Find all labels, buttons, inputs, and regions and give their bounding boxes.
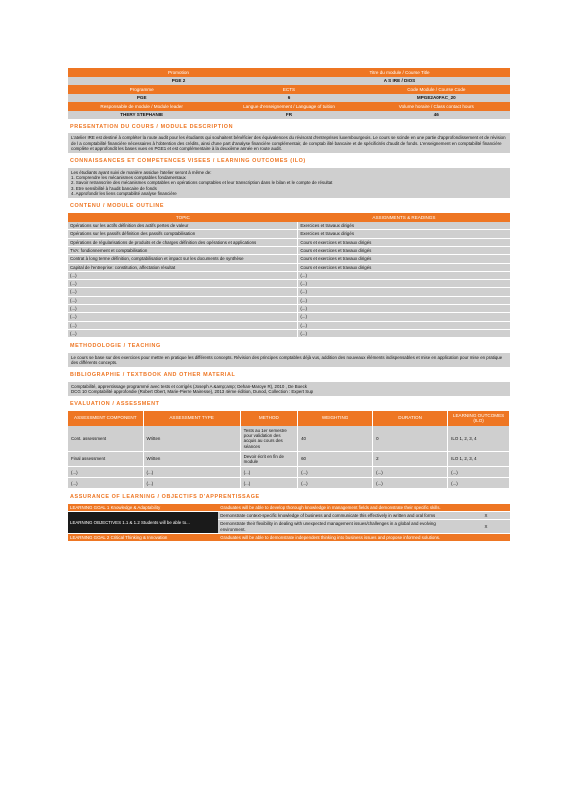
programme-value: PGE bbox=[136, 95, 147, 101]
eval-ilo-cell: (...) bbox=[448, 467, 510, 478]
outline-row bbox=[68, 238, 510, 246]
presentation-text: L'atelier IRE est destiné à compléter la route audit pour les étudiants qui souhaitent bénéficier des équivalences du révisorat d'entreprises luxembourgeois. Le cours se scinde en une partie d'approfondissement et de révision de l a comptabilité financière nécessaires à l'obtention des crédits, ainsi d'une part d'analyse financière complémentair, de comptab ilité bancaire et de spécificités d'audit de fonds. L'enseignement en comptabilité financière complète et approfondit les bases vues en PGE1 et est complémentaire à la deuxième année en route audit. bbox=[71, 135, 506, 152]
contact-hours-value: 46 bbox=[433, 112, 439, 118]
ilo-line: 1. Comprendre les mécanismes comptables fondamentaux bbox=[71, 175, 186, 181]
eval-component-cell: Cont. assessment bbox=[68, 426, 143, 452]
bibliography-heading: BIBLIOGRAPHIE / TEXTBOOK AND OTHER MATERIAL bbox=[70, 372, 236, 379]
outline-topic-cell: Opérations sur les actifs définition des actifs pertes de valeur bbox=[68, 222, 298, 230]
language-label: Langue d'enseignement / Language of tuition bbox=[243, 103, 335, 109]
course-code-value: MPGE2A0FAC_20 bbox=[416, 95, 456, 101]
presentation-heading: PRESENTATION DU COURS / MODULE DESCRIPTION bbox=[70, 124, 234, 130]
eval-weighting-cell: (...) bbox=[298, 467, 373, 478]
promotion-label: Promotion bbox=[168, 69, 189, 75]
goal1-label: LEARNING GOAL 1 Knowledge & Adaptability bbox=[68, 504, 218, 512]
assurance-heading: ASSURANCE OF LEARNING / OBJECTIFS D'APPRENTISSAGE bbox=[70, 494, 260, 501]
eval-duration-cell: (...) bbox=[373, 467, 448, 478]
eval-ilo-cell: ILO 1, 2, 3, 4 bbox=[448, 426, 510, 452]
bibliography-line: Comptabilité, apprentissage programmé avec tests et corrigés (Joseph A &amp;amp; Dehan-Maroye R), 2010 , De Boeck bbox=[71, 383, 307, 389]
evaluation-row bbox=[68, 467, 510, 478]
outline-row bbox=[68, 321, 510, 329]
ilo-heading: CONNAISSANCES ET COMPETENCES VISEES / LEARNING OUTCOMES (ILO) bbox=[70, 158, 306, 165]
outline-assignment-cell: (...) bbox=[298, 271, 510, 279]
outline-topic-cell: TVA: fondionnement et comptabilisation bbox=[68, 247, 298, 255]
eval-type-cell: (...) bbox=[143, 467, 240, 478]
header-row2-values bbox=[68, 94, 510, 102]
outline-assignment-cell: (...) bbox=[298, 313, 510, 321]
evaluation-row bbox=[68, 478, 510, 489]
eval-header-duration: DURATION bbox=[373, 411, 448, 426]
outline-topic-cell: (...) bbox=[68, 288, 298, 296]
eval-weighting-cell: 60 bbox=[298, 451, 373, 467]
programme-label: Programme bbox=[129, 86, 154, 92]
goal2-row bbox=[68, 534, 510, 542]
eval-component-cell: (...) bbox=[68, 467, 143, 478]
outline-body bbox=[68, 222, 510, 337]
outline-topic-cell: (...) bbox=[68, 329, 298, 337]
outline-topic-cell: Contrat à long terme définition, comptabilisation et impact sur les documents de synthèse bbox=[68, 255, 298, 263]
goal1-text: Graduates will be able to develop thorough knowledge in management fields and demonstrate their specific skills. bbox=[218, 504, 510, 512]
outline-row bbox=[68, 247, 510, 255]
evaluation-row bbox=[68, 451, 510, 467]
objective2-text: Demonstrate their flexibility in dealing with unexpected management issues/challenges in a global and evolving environment. bbox=[218, 520, 462, 534]
assignments-header: ASSIGNMENTS & READINGS bbox=[298, 213, 510, 223]
topic-header: TOPIC bbox=[68, 213, 298, 223]
outline-table bbox=[68, 213, 510, 338]
eval-ilo-cell: (...) bbox=[448, 478, 510, 489]
outline-row bbox=[68, 280, 510, 288]
outline-row bbox=[68, 255, 510, 263]
outline-assignment-cell: Cours et exercices et travaux dirigés bbox=[298, 263, 510, 271]
outline-assignment-cell: Cours et exercices et travaux dirigés bbox=[298, 255, 510, 263]
outline-row bbox=[68, 230, 510, 238]
outline-row bbox=[68, 305, 510, 313]
header-row3-values bbox=[68, 111, 510, 119]
objective1-row bbox=[68, 512, 510, 520]
bibliography-text-block bbox=[68, 382, 510, 397]
header-row3-labels bbox=[68, 102, 510, 111]
header-row2-labels bbox=[68, 85, 510, 94]
goal1-row bbox=[68, 504, 510, 512]
outline-topic-cell: (...) bbox=[68, 296, 298, 304]
ilo-line: 3. Etre sensibilité à l'audit bancaire de fonds bbox=[71, 185, 157, 191]
header-row1-values bbox=[68, 77, 510, 85]
ilo-line: 2. Savoir retranscrire des mécanismes comptables en opérations comptables et leur transcription dans le bilan et le compte de résultat bbox=[71, 180, 333, 186]
outline-assignment-cell: (...) bbox=[298, 329, 510, 337]
eval-type-cell: (...) bbox=[143, 478, 240, 489]
evaluation-row bbox=[68, 426, 510, 452]
presentation-text-block bbox=[68, 133, 510, 153]
outline-topic-cell: (...) bbox=[68, 313, 298, 321]
ilo-line: 4. Approfondir les liens comptabilité analyse financière bbox=[71, 190, 177, 196]
eval-header-method: METHOD bbox=[240, 411, 297, 426]
language-value: FR bbox=[285, 112, 293, 118]
methodology-text: Le cours se base sur des exercices pour mettre en pratique les différents concepts. Révision des principes comptables déjà vus, addition des nouveaux éléments indispensables et mise en application pour mise en pratique des différents concepts. bbox=[71, 354, 503, 365]
eval-weighting-cell: 40 bbox=[298, 426, 373, 452]
outline-row bbox=[68, 296, 510, 304]
eval-method-cell: (...) bbox=[240, 478, 297, 489]
outline-row bbox=[68, 288, 510, 296]
methodology-heading: METHODOLOGIE / TEACHING bbox=[70, 343, 161, 350]
outline-row bbox=[68, 329, 510, 337]
ects-label: ECTS bbox=[282, 86, 296, 92]
methodology-text-block bbox=[68, 353, 510, 368]
eval-header-weighting: WEIGHTING bbox=[298, 411, 373, 426]
module-leader-label: Responsable de module / Module leader bbox=[100, 103, 183, 109]
outline-assignment-cell: (...) bbox=[298, 305, 510, 313]
header-row1-labels bbox=[68, 68, 510, 77]
outline-topic-cell: (...) bbox=[68, 280, 298, 288]
module-leader-value: THERY STEPHANIE bbox=[120, 112, 164, 118]
ects-value: 6 bbox=[287, 95, 291, 101]
eval-method-cell: Devoir écrit en fin de module bbox=[240, 451, 297, 467]
outline-assignment-cell: Cours et exercices et travaux dirigés bbox=[298, 247, 510, 255]
outline-assignment-cell: (...) bbox=[298, 288, 510, 296]
objective1-mark: X bbox=[462, 512, 510, 520]
outline-row bbox=[68, 313, 510, 321]
contact-hours-label: Volume horaire / Class contact hours bbox=[398, 103, 474, 109]
eval-ilo-cell: ILO 1, 2, 3, 4 bbox=[448, 451, 510, 467]
eval-type-cell: Written bbox=[143, 426, 240, 452]
evaluation-heading: EVALUATION / ASSESSMENT bbox=[70, 401, 160, 408]
outline-assignment-cell: Cours et exercices et travaux dirigés bbox=[298, 238, 510, 246]
outline-topic-cell: Opérations sur les passifs définition des passifs comptabilisation bbox=[68, 230, 298, 238]
objectives-label: LEARNING OBJECTIVES 1.1 & 1.2 Students will be able to... bbox=[68, 512, 218, 534]
eval-header-component: ASSESSMENT COMPONENT bbox=[68, 411, 143, 426]
course-code-label: Code Module / Course Code bbox=[407, 86, 466, 92]
outline-topic-cell: (...) bbox=[68, 305, 298, 313]
course-title-label: Titre du module / Course Title bbox=[369, 69, 430, 75]
outline-row bbox=[68, 263, 510, 271]
outline-row bbox=[68, 222, 510, 230]
outline-row bbox=[68, 271, 510, 279]
eval-duration-cell: 2 bbox=[373, 451, 448, 467]
syllabus-page bbox=[68, 68, 510, 542]
eval-weighting-cell: (...) bbox=[298, 478, 373, 489]
ilo-line: Les étudiants ayant suivi de manière assidue l'atelier seront à même de: bbox=[71, 169, 212, 175]
eval-component-cell: (...) bbox=[68, 478, 143, 489]
outline-assignment-cell: (...) bbox=[298, 280, 510, 288]
course-title-value: A S IRE / DIOS bbox=[383, 78, 416, 84]
ilo-text-block bbox=[68, 168, 510, 198]
outline-assignment-cell: Exercices et travaux dirigés bbox=[298, 230, 510, 238]
evaluation-table bbox=[68, 411, 510, 490]
eval-component-cell: Final assessment bbox=[68, 451, 143, 467]
eval-header-type: ASSESSMENT TYPE bbox=[143, 411, 240, 426]
objective1-text: Demonstrate context-specific knowledge of business and communicate this effectively in written and oral forms bbox=[218, 512, 462, 520]
eval-method-cell: Tests au 1er semestre pour validation des acquis au cours des séances bbox=[240, 426, 297, 452]
outline-heading: CONTENU / MODULE OUTLINE bbox=[70, 203, 165, 210]
eval-duration-cell: 0 bbox=[373, 426, 448, 452]
goal2-label: LEARNING GOAL 2 Critical Thinking & Innovation bbox=[68, 534, 218, 542]
objective2-mark: X bbox=[462, 520, 510, 534]
outline-topic-cell: (...) bbox=[68, 321, 298, 329]
evaluation-body bbox=[68, 426, 510, 489]
outline-assignment-cell: (...) bbox=[298, 321, 510, 329]
eval-type-cell: Written bbox=[143, 451, 240, 467]
outline-topic-cell: (...) bbox=[68, 271, 298, 279]
goal2-text: Graduates will be able to demonstrate independent thinking into business issues and propose informed solutions. bbox=[218, 534, 510, 542]
promotion-value: PGE 2 bbox=[171, 78, 186, 84]
assurance-table bbox=[68, 504, 510, 542]
eval-duration-cell: (...) bbox=[373, 478, 448, 489]
eval-method-cell: (...) bbox=[240, 467, 297, 478]
outline-assignment-cell: Exercices et travaux dirigés bbox=[298, 222, 510, 230]
bibliography-line: DCG 10 Comptabilité approfondie (Robert Obert, Marie-Pierre Mairesse), 2013 4ème édition, Dunod, Collection : Expert Sup bbox=[71, 388, 314, 394]
outline-topic-cell: Opérations de régularisations de produits et de charges définition des opérations et applications bbox=[68, 238, 298, 246]
eval-header-ilo: LEARNING OUTCOMES (ILO) bbox=[448, 411, 510, 426]
outline-topic-cell: Capital de l'entreprise: constitution, affectation résultat bbox=[68, 263, 298, 271]
outline-assignment-cell: (...) bbox=[298, 296, 510, 304]
